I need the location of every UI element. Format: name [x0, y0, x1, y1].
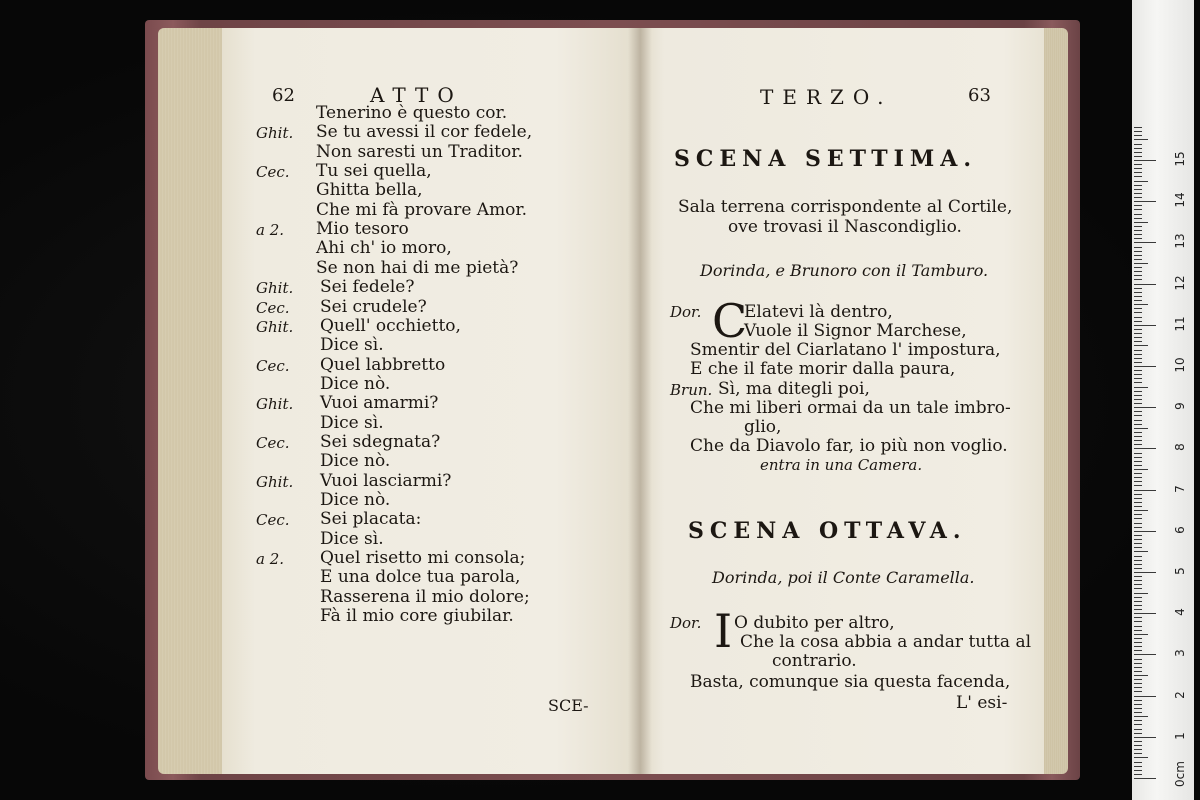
ruler-tick — [1134, 757, 1148, 758]
ruler-tick — [1134, 498, 1142, 499]
ruler-tick — [1134, 514, 1142, 515]
ruler-number: 1 — [1173, 731, 1187, 740]
ruler-tick — [1134, 238, 1142, 239]
right-running-head: TERZO. — [760, 85, 893, 109]
verse-line: O dubito per altro, — [734, 613, 895, 633]
verse-line: Vuole il Signor Marchese, — [744, 321, 967, 341]
speaker-label: a 2. — [256, 221, 285, 240]
ruler-tick — [1134, 556, 1142, 557]
verse-line: Sei fedele? — [320, 277, 415, 298]
ruler-tick — [1134, 584, 1142, 585]
ruler-tick — [1134, 617, 1142, 618]
ruler-tick — [1134, 168, 1142, 169]
ruler-tick — [1134, 279, 1142, 280]
right-page-number: 63 — [968, 85, 991, 106]
ruler-tick — [1134, 292, 1142, 293]
drop-cap: I — [714, 604, 733, 658]
ruler-number: 6 — [1173, 525, 1187, 534]
ruler-number: 12 — [1173, 274, 1187, 291]
ruler-tick — [1134, 733, 1142, 734]
ruler-tick — [1134, 547, 1142, 548]
verse-line: Che mi liberi ormai da un tale imbro- — [690, 398, 1011, 418]
ruler-tick — [1134, 160, 1156, 161]
ruler-tick — [1134, 543, 1142, 544]
ruler-tick — [1134, 436, 1142, 437]
ruler-tick — [1134, 399, 1142, 400]
ruler-tick — [1134, 770, 1142, 771]
verse-line: glio, — [744, 417, 782, 437]
ruler-tick — [1134, 255, 1142, 256]
verse-line: Mio tesoro — [316, 219, 409, 240]
ruler-tick — [1134, 461, 1142, 462]
ruler-tick — [1134, 671, 1142, 672]
ruler-tick — [1134, 259, 1142, 260]
ruler-tick — [1134, 490, 1156, 491]
ruler-tick — [1134, 481, 1142, 482]
ruler-number: 9 — [1173, 402, 1187, 411]
left-page-edges — [158, 28, 228, 774]
verse-line: Non saresti un Traditor. — [316, 141, 523, 162]
verse-line: Quell' occhietto, — [320, 315, 461, 336]
ruler-tick — [1134, 370, 1142, 371]
ruler-tick — [1134, 630, 1142, 631]
ruler-tick — [1134, 127, 1142, 128]
ruler-tick — [1134, 626, 1142, 627]
ruler-tick — [1134, 218, 1142, 219]
verse-line: E che il fate morir dalla paura, — [690, 359, 956, 379]
ruler-tick — [1134, 139, 1148, 140]
ruler-number: 2 — [1173, 690, 1187, 699]
ruler-tick — [1134, 333, 1142, 334]
ruler-tick — [1134, 597, 1142, 598]
ruler-tick — [1134, 325, 1156, 326]
ruler-number: 14 — [1173, 192, 1187, 208]
verse-line: Vuoi amarmi? — [320, 393, 439, 414]
ruler-tick — [1134, 774, 1142, 775]
verse-line: Sei sdegnata? — [320, 431, 441, 452]
ruler-tick — [1134, 135, 1142, 136]
ruler-tick — [1134, 304, 1148, 305]
ruler-tick — [1134, 374, 1142, 375]
scene-settima-title: SCENA SETTIMA. — [674, 146, 977, 172]
ruler-tick — [1134, 432, 1142, 433]
ruler-tick — [1134, 745, 1142, 746]
speaker-label: Cec. — [256, 511, 290, 530]
ruler-tick — [1134, 712, 1142, 713]
verse-line: Dice nò. — [320, 451, 391, 472]
ruler-tick — [1134, 766, 1142, 767]
ruler-number: 5 — [1173, 567, 1187, 575]
ruler-tick — [1134, 494, 1142, 495]
right-catchword: L' esi- — [956, 693, 1008, 713]
speaker-label: a 2. — [256, 550, 285, 569]
ruler-tick — [1134, 650, 1142, 651]
ruler-tick — [1134, 312, 1142, 313]
ruler-tick — [1134, 593, 1148, 594]
ruler-tick — [1134, 189, 1142, 190]
verse-line: Basta, comunque sia questa facenda, — [690, 672, 1011, 692]
ruler-tick — [1134, 354, 1142, 355]
ruler-tick — [1134, 201, 1156, 202]
ruler-tick — [1134, 691, 1142, 692]
ruler-tick — [1134, 753, 1142, 754]
ruler-tick — [1134, 576, 1142, 577]
verse-line: Dice sì. — [320, 528, 384, 549]
ruler-tick — [1134, 506, 1142, 507]
verse-line: Quel labbretto — [320, 354, 446, 375]
ruler-tick — [1134, 440, 1142, 441]
verse-line: Se non hai di me pietà? — [316, 257, 519, 278]
speaker-label: Ghit. — [256, 317, 294, 336]
verse-line: Smentir del Ciarlatano l' impostura, — [690, 340, 1001, 360]
speaker-label: Cec. — [256, 433, 290, 452]
ruler-tick — [1134, 588, 1142, 589]
ruler-tick — [1134, 428, 1148, 429]
ruler-tick — [1134, 382, 1142, 383]
left-running-head: ATTO — [370, 83, 463, 107]
ruler-tick — [1134, 205, 1142, 206]
ruler-tick — [1134, 469, 1148, 470]
ruler-tick — [1134, 448, 1156, 449]
ruler-tick — [1134, 296, 1142, 297]
ruler-tick — [1134, 749, 1142, 750]
ruler-tick — [1134, 185, 1142, 186]
speaker-label: Cec. — [256, 356, 290, 375]
left-catchword: SCE- — [548, 696, 589, 715]
ruler-tick — [1134, 621, 1142, 622]
verse-line: Dice nò. — [320, 490, 391, 510]
ruler-tick — [1134, 737, 1156, 738]
ruler-tick — [1134, 444, 1142, 445]
ruler-tick — [1134, 605, 1142, 606]
speaker-label: Ghit. — [256, 472, 294, 491]
ruler-tick — [1134, 601, 1142, 602]
ruler-tick — [1134, 172, 1142, 173]
verse-line: Dice sì. — [320, 412, 384, 433]
ruler-number: 8 — [1173, 443, 1187, 452]
ruler-tick — [1134, 148, 1142, 149]
ruler-tick — [1134, 473, 1142, 474]
ruler-tick — [1134, 411, 1142, 412]
speaker-label: Cec. — [256, 163, 290, 182]
ruler-tick — [1134, 465, 1142, 466]
ruler-tick — [1134, 580, 1142, 581]
ruler-tick — [1134, 564, 1142, 565]
ruler-tick — [1134, 518, 1142, 519]
scene-settima-setting-2: ove trovasi il Nascondiglio. — [728, 217, 962, 237]
ruler-tick — [1134, 387, 1148, 388]
ruler-tick — [1134, 230, 1142, 231]
speaker-label: Ghit. — [256, 395, 294, 414]
right-page — [640, 28, 1044, 774]
verse-line: E una dolce tua parola, — [320, 567, 521, 588]
ruler-tick — [1134, 729, 1142, 730]
ruler-tick — [1134, 164, 1142, 165]
ruler-tick — [1134, 288, 1142, 289]
ruler-tick — [1134, 156, 1142, 157]
ruler-tick — [1134, 646, 1142, 647]
stage-direction: entra in una Camera. — [760, 456, 923, 474]
ruler-tick — [1134, 197, 1142, 198]
scene-settima-setting-1: Sala terrena corrispondente al Cortile, — [678, 197, 1013, 217]
ruler-tick — [1134, 638, 1142, 639]
ruler-tick — [1134, 308, 1142, 309]
ruler-tick — [1134, 523, 1142, 524]
ruler-tick — [1134, 535, 1142, 536]
ruler-tick — [1134, 395, 1142, 396]
ruler-tick — [1134, 642, 1142, 643]
verse-line: contrario. — [772, 651, 857, 671]
scene-ottava-characters: Dorinda, poi il Conte Caramella. — [712, 568, 975, 587]
ruler-tick — [1134, 341, 1142, 342]
ruler-tick — [1134, 329, 1142, 330]
ruler-tick — [1134, 741, 1142, 742]
ruler-number: 0cm — [1173, 761, 1187, 787]
verse-line: Che da Diavolo far, io più non voglio. — [690, 436, 1008, 456]
ruler-tick — [1134, 152, 1142, 153]
ruler-tick — [1134, 403, 1142, 404]
ruler-tick — [1134, 663, 1142, 664]
ruler-tick — [1134, 667, 1142, 668]
verse-line: Sei crudele? — [320, 296, 427, 317]
ruler-tick — [1134, 424, 1142, 425]
ruler-tick — [1134, 679, 1142, 680]
ruler-tick — [1134, 214, 1142, 215]
ruler-tick — [1134, 209, 1142, 210]
ruler-tick — [1134, 634, 1148, 635]
ruler-tick — [1134, 222, 1148, 223]
ruler-tick — [1134, 345, 1148, 346]
ruler-tick — [1134, 762, 1142, 763]
ruler-tick — [1134, 485, 1142, 486]
scene-settima-characters: Dorinda, e Brunoro con il Tamburo. — [700, 261, 989, 280]
ruler-tick — [1134, 539, 1142, 540]
ruler-tick — [1134, 144, 1142, 145]
verse-line: Tenerino è questo cor. — [316, 103, 508, 123]
verse-line: Sì, ma ditegli poi, — [718, 379, 870, 399]
ruler-tick — [1134, 716, 1148, 717]
ruler-tick — [1134, 420, 1142, 421]
ruler-tick — [1134, 131, 1142, 132]
ruler-tick — [1134, 226, 1142, 227]
verse-line: Quel risetto mi consola; — [320, 548, 526, 569]
ruler-tick — [1134, 317, 1142, 318]
ruler-tick — [1134, 527, 1142, 528]
ruler-tick — [1134, 659, 1142, 660]
ruler-tick — [1134, 284, 1156, 285]
ruler-tick — [1134, 358, 1142, 359]
ruler-number: 15 — [1173, 151, 1187, 167]
verse-line: Dice sì. — [320, 335, 384, 356]
ruler-number: 7 — [1173, 484, 1187, 493]
ruler-tick — [1134, 378, 1142, 379]
ruler-tick — [1134, 609, 1142, 610]
ruler-tick — [1134, 457, 1142, 458]
book-gutter — [628, 28, 652, 774]
ruler-tick — [1134, 720, 1142, 721]
ruler-tick — [1134, 251, 1142, 252]
ruler-tick — [1134, 181, 1148, 182]
ruler-tick — [1134, 696, 1156, 697]
ruler-tick — [1134, 415, 1142, 416]
ruler-tick — [1134, 176, 1142, 177]
speaker-label: Ghit. — [256, 124, 294, 143]
left-page-number: 62 — [272, 85, 295, 106]
ruler-number: 10 — [1173, 357, 1187, 373]
verse-line: Rasserena il mio dolore; — [320, 586, 530, 607]
scene-ottava-title: SCENA OTTAVA. — [688, 518, 967, 544]
ruler-tick — [1134, 568, 1142, 569]
ruler-number: 4 — [1173, 608, 1187, 617]
ruler-tick — [1134, 654, 1156, 655]
ruler-number: 13 — [1173, 233, 1187, 250]
ruler-tick — [1134, 247, 1142, 248]
ruler-number: 11 — [1173, 316, 1187, 332]
ruler-tick — [1134, 453, 1142, 454]
ruler-tick — [1134, 391, 1142, 392]
ruler-tick — [1134, 407, 1156, 408]
speaker-label: Ghit. — [256, 279, 294, 298]
ruler-tick — [1134, 263, 1148, 264]
ruler-tick — [1134, 193, 1142, 194]
verse-line: Vuoi lasciarmi? — [320, 470, 452, 491]
verse-line: Che mi fà provare Amor. — [316, 199, 528, 220]
verse-line: Fà il mio core giubilar. — [320, 606, 514, 627]
ruler-tick — [1134, 275, 1142, 276]
ruler-tick — [1134, 510, 1148, 511]
ruler-tick — [1134, 502, 1142, 503]
ruler-tick — [1134, 362, 1142, 363]
speaker-label: Cec. — [256, 298, 290, 317]
speaker-label: Dor. — [670, 303, 702, 321]
ruler-tick — [1134, 234, 1142, 235]
ruler-tick — [1134, 321, 1142, 322]
ruler-tick — [1134, 675, 1148, 676]
ruler-tick — [1134, 687, 1142, 688]
drop-cap: C — [712, 294, 748, 348]
ruler-tick — [1134, 271, 1142, 272]
left-page — [222, 28, 640, 774]
verse-line: Ghitta bella, — [316, 180, 423, 201]
ruler-tick — [1134, 683, 1142, 684]
ruler-tick — [1134, 337, 1142, 338]
ruler-tick — [1134, 267, 1142, 268]
verse-line: Tu sei quella, — [316, 161, 432, 182]
ruler-tick — [1134, 572, 1156, 573]
ruler-tick — [1134, 531, 1156, 532]
ruler-tick — [1134, 560, 1142, 561]
ruler-tick — [1134, 350, 1142, 351]
ruler-tick — [1134, 300, 1142, 301]
ruler-tick — [1134, 704, 1142, 705]
ruler-number: 3 — [1173, 649, 1187, 658]
ruler-tick — [1134, 551, 1148, 552]
verse-line: Che la cosa abbia a andar tutta al — [740, 632, 1032, 652]
speaker-label: Dor. — [670, 614, 702, 632]
ruler-tick — [1134, 477, 1142, 478]
verse-line: Ahi ch' io moro, — [316, 238, 452, 259]
ruler-tick — [1134, 700, 1142, 701]
verse-line: Sei placata: — [320, 509, 422, 530]
ruler-tick — [1134, 366, 1156, 367]
ruler-tick — [1134, 778, 1156, 779]
verse-line: Elatevi là dentro, — [744, 302, 893, 322]
ruler-tick — [1134, 242, 1156, 243]
verse-line: Se tu avessi il cor fedele, — [316, 122, 533, 143]
ruler-tick — [1134, 724, 1142, 725]
ruler-tick — [1134, 613, 1156, 614]
ruler-tick — [1134, 708, 1142, 709]
speaker-label: Brun. — [670, 381, 713, 399]
verse-line: Dice nò. — [320, 373, 391, 394]
